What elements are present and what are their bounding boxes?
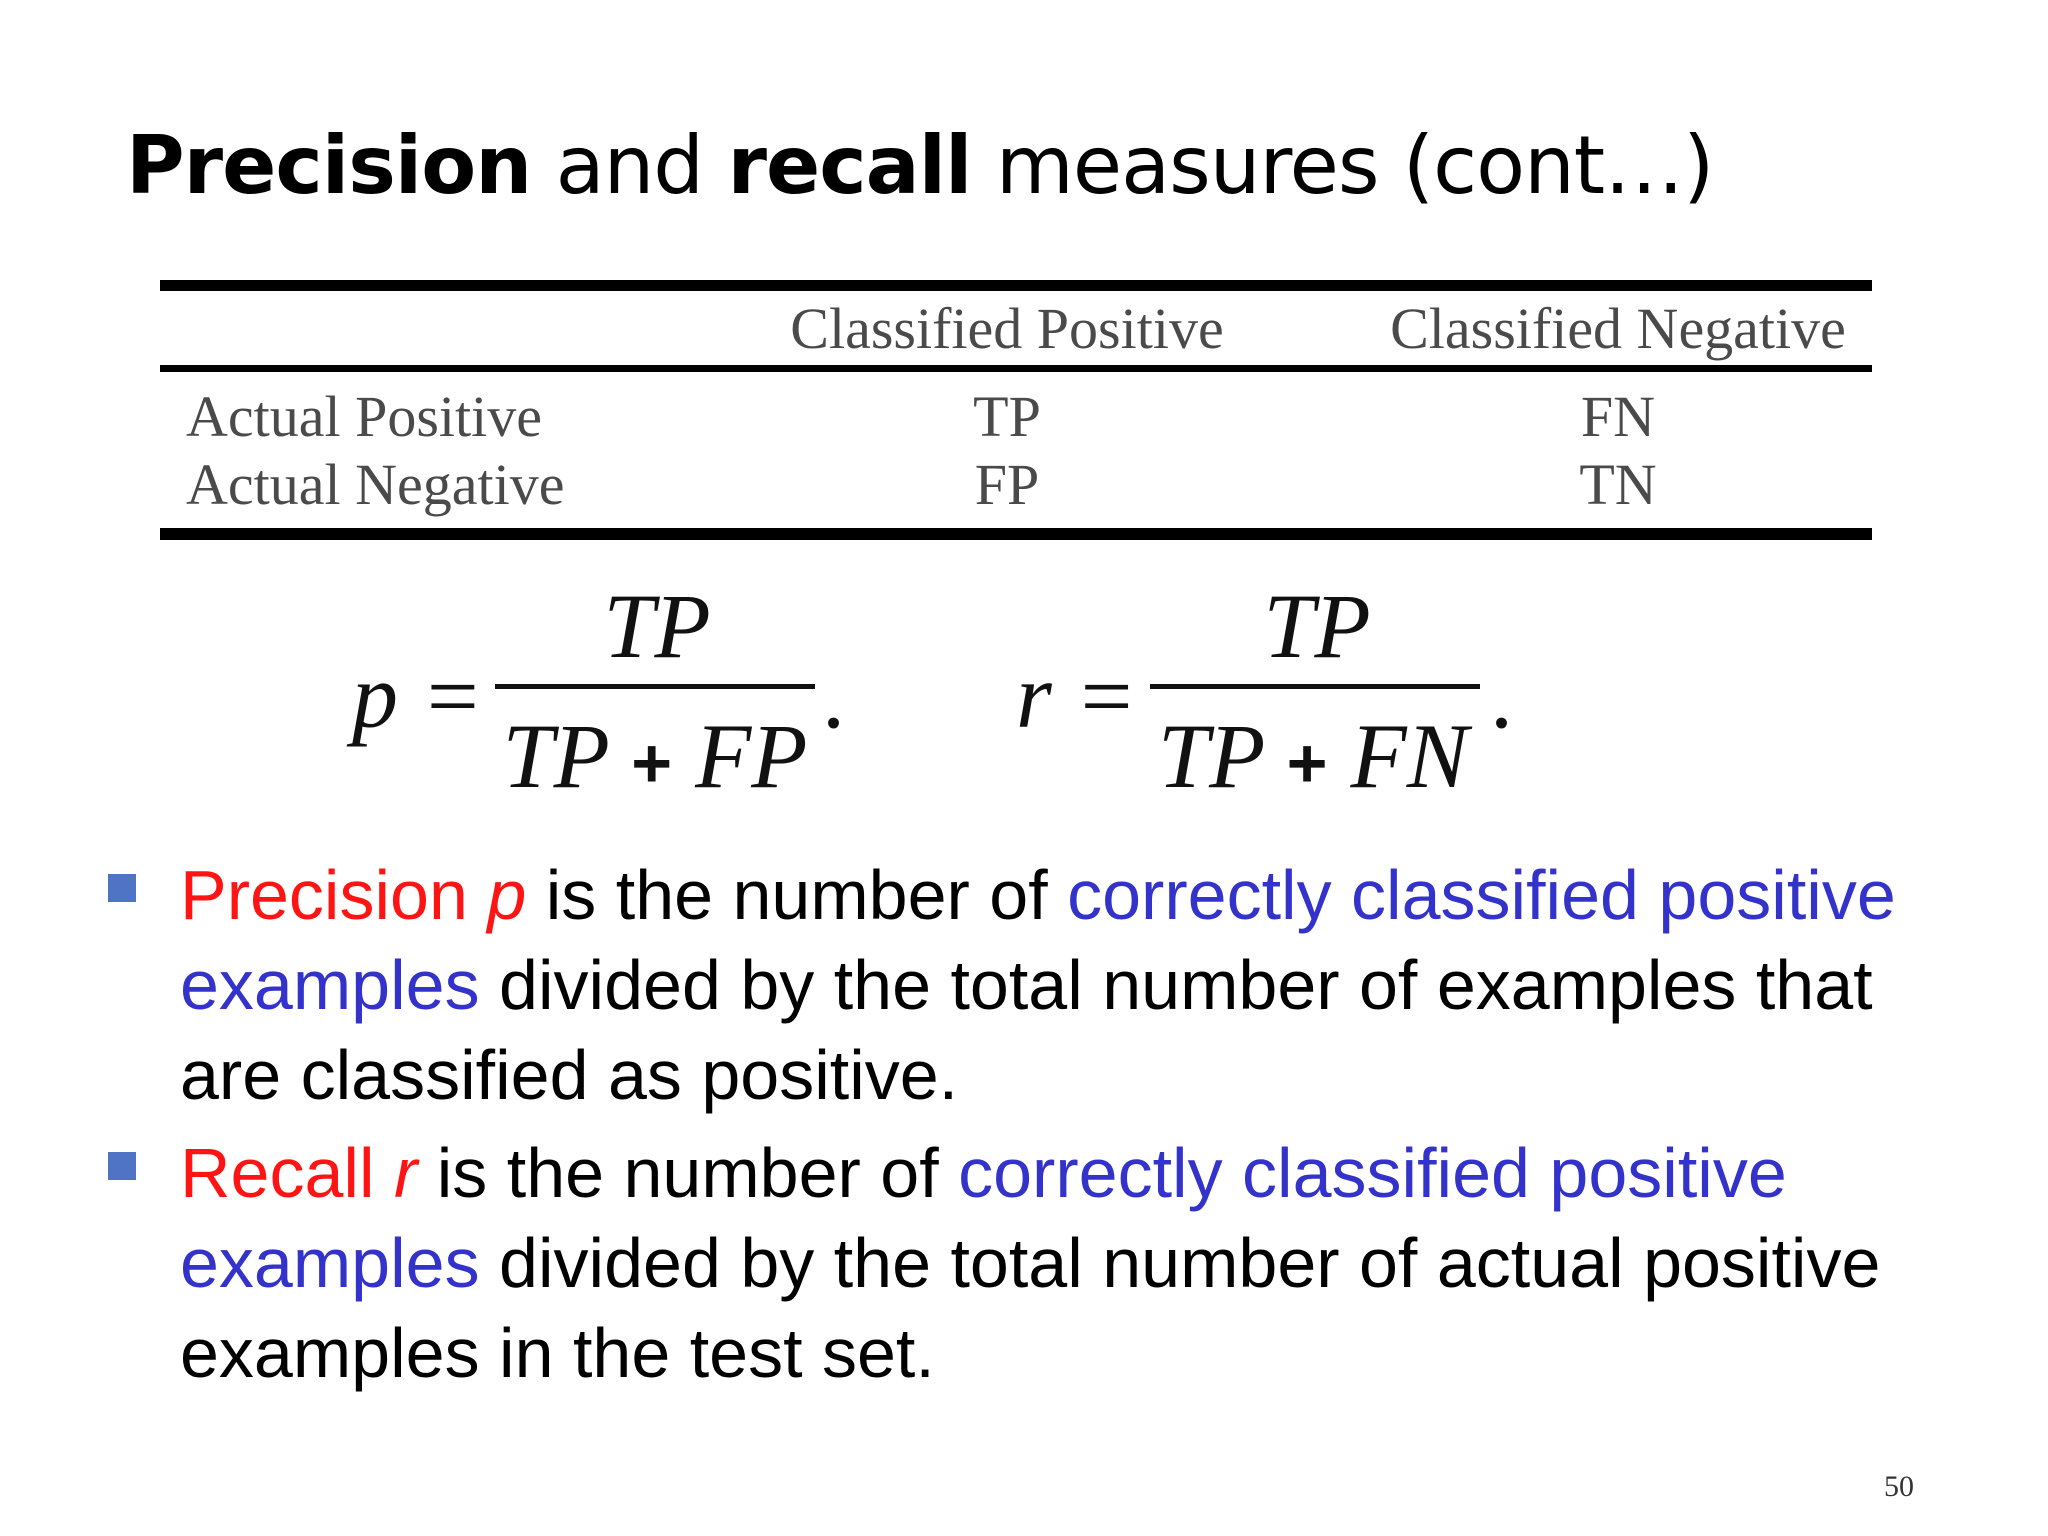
precision-period: . [822,645,845,747]
symbol-r: r [393,1134,418,1212]
recall-den-tp: TP [1157,705,1264,807]
term-precision: Precision [180,856,468,934]
bullet-recall [100,1128,1960,1398]
precision-denominator [502,705,808,807]
cell-fn: FN [1580,384,1656,449]
table-bottom-rule [160,528,1872,540]
row-label-actual-positive: Actual Positive [186,384,543,449]
col-header-classified-negative: Classified Negative [1390,296,1846,361]
precision-fraction-bar [495,684,815,689]
cell-tn: TN [1579,452,1657,517]
recall-highlight: correctly classified positive examples [180,1134,1787,1302]
slide-title [126,118,1713,214]
precision-highlight: correctly classified positive examples [180,856,1896,1024]
recall-period: . [1490,645,1513,747]
col-header-classified-positive: Classified Positive [790,296,1224,361]
table-header-rule [160,365,1872,372]
title-mid: and [531,119,728,212]
term-recall: Recall [180,1134,375,1212]
square-bullet-icon [108,1152,136,1180]
precision-den-fp: FP [695,705,808,807]
bullet-precision [100,850,1960,1120]
recall-lhs: r = [1016,645,1137,747]
recall-fraction-bar [1150,684,1480,689]
confusion-table [160,280,1872,540]
recall-text-2: divided by the total number of actual positive examples in the test set. [180,1224,1881,1392]
title-word-recall: recall [727,119,972,212]
cell-tp: TP [973,384,1041,449]
bullet-list [100,850,1960,1406]
page-number: 50 [1884,1470,1914,1503]
precision-lhs: p = [352,645,484,747]
recall-denominator [1157,705,1469,807]
symbol-p: p [487,856,527,934]
precision-text-1: is the number of [526,856,1068,934]
precision-text-2: divided by the total number of examples that are classified as positive. [180,946,1873,1114]
row-label-actual-negative: Actual Negative [186,452,565,517]
recall-den-fn: FN [1350,705,1469,807]
recall-plus: + [1286,724,1328,802]
title-word-precision: Precision [126,119,532,212]
recall-numerator: TP [1263,575,1371,677]
title-rest: measures (cont…) [971,119,1714,212]
precision-plus: + [631,724,673,802]
cell-fp: FP [974,452,1040,517]
recall-text-1: is the number of [417,1134,959,1212]
table-top-rule [160,280,1872,291]
precision-numerator: TP [603,575,711,677]
precision-den-tp: TP [502,705,609,807]
square-bullet-icon [108,874,136,902]
